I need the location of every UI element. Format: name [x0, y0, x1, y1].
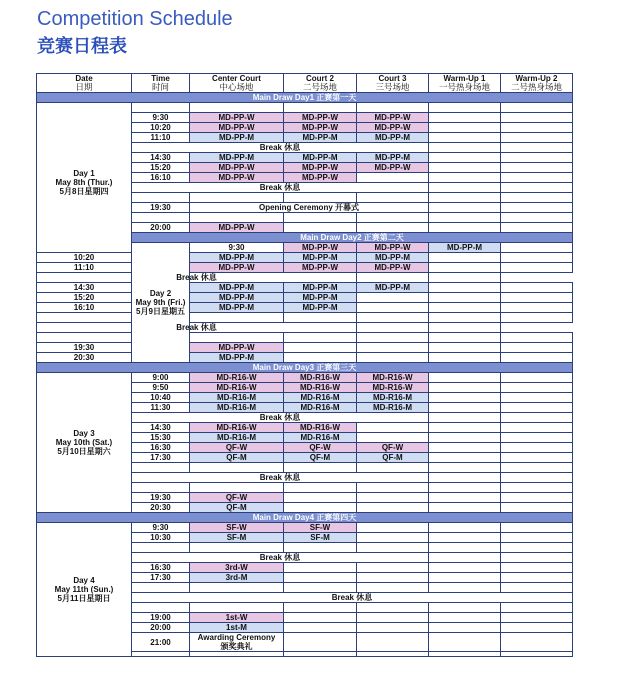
time-cell: 9:30 [190, 243, 284, 253]
time-cell: 19:30 [37, 343, 132, 353]
match-cell: MD-R16-W [190, 383, 284, 393]
header-row [37, 74, 573, 93]
match-cell: MD-R16-W [190, 423, 284, 433]
title-en: Competition Schedule [37, 8, 233, 30]
match-cell: MD-PP-M [190, 283, 284, 293]
match-cell: MD-PP-M [284, 133, 357, 143]
match-cell: QF-W [190, 493, 284, 503]
table-row [37, 353, 573, 363]
day1-band: Main Draw Day1 正赛第一天 [37, 93, 573, 103]
match-cell: MD-PP-W [190, 113, 284, 123]
header-time: Time 时间 [132, 74, 190, 93]
match-cell: MD-PP-W [284, 173, 357, 183]
match-cell: MD-R16-W [284, 383, 357, 393]
match-cell: SF-W [284, 523, 357, 533]
time-cell: 10:20 [37, 253, 132, 263]
time-cell: 14:30 [37, 283, 132, 293]
match-cell: MD-R16-M [284, 393, 357, 403]
header-date: Date 日期 [37, 74, 132, 93]
match-cell: QF-M [284, 453, 357, 463]
day3-date-cell: Day 3 May 10th (Sat.) 5月10日星期六 [37, 373, 132, 513]
match-cell: MD-PP-W [357, 123, 429, 133]
match-cell: SF-M [284, 533, 357, 543]
match-cell: MD-PP-M [284, 253, 357, 263]
match-cell: MD-R16-W [357, 383, 429, 393]
schedule-table [36, 73, 573, 657]
table-row [37, 343, 573, 353]
match-cell: MD-PP-W [357, 163, 429, 173]
match-cell: 1st-M [190, 623, 284, 633]
table-row [37, 103, 573, 113]
day1-date-cell: Day 1 May 8th (Thur.) 5月8日星期四 [37, 113, 132, 253]
time-cell: 16:10 [37, 303, 132, 313]
match-cell: MD-R16-W [284, 373, 357, 383]
time-cell: 14:30 [132, 423, 190, 433]
header-court-3: Court 3 三号场地 [357, 74, 429, 93]
time-cell: 10:30 [132, 533, 190, 543]
match-cell: MD-R16-M [190, 433, 284, 443]
match-cell: MD-PP-M [357, 283, 429, 293]
match-cell: MD-PP-M [190, 293, 284, 303]
title-cn: 竞赛日程表 [37, 36, 127, 56]
time-cell: 20:00 [132, 623, 190, 633]
time-cell: 11:30 [132, 403, 190, 413]
match-cell: MD-PP-M [190, 133, 284, 143]
table-row [37, 113, 573, 123]
break-row: Break 休息 [132, 473, 429, 483]
match-cell: MD-PP-W [284, 163, 357, 173]
match-cell: 3rd-W [190, 563, 284, 573]
match-cell: SF-M [190, 533, 284, 543]
match-cell: MD-PP-W [190, 223, 284, 233]
time-cell: 21:00 [132, 633, 190, 652]
match-cell: MD-PP-M [284, 303, 357, 313]
table-row [37, 373, 573, 383]
time-cell: 9:50 [132, 383, 190, 393]
time-cell: 10:20 [132, 123, 190, 133]
break-row: Break 休息 [132, 143, 429, 153]
time-cell: 17:30 [132, 573, 190, 583]
time-cell: 15:30 [132, 433, 190, 443]
table-row [37, 303, 573, 313]
time-cell: 19:00 [132, 613, 190, 623]
break-row: Break 休息 [132, 183, 429, 193]
header-warm-up-1: Warm-Up 1 一号热身场地 [429, 74, 501, 93]
time-cell: 17:30 [132, 453, 190, 463]
match-cell: MD-PP-W [357, 263, 429, 273]
table-row [37, 523, 573, 533]
time-cell: 19:30 [132, 493, 190, 503]
match-cell: MD-PP-M [284, 153, 357, 163]
day1-spacer [37, 103, 132, 113]
match-cell: MD-PP-W [357, 113, 429, 123]
match-cell: MD-PP-W [190, 343, 284, 353]
match-cell: MD-PP-W [284, 243, 357, 253]
time-cell: 9:00 [132, 373, 190, 383]
match-cell: MD-PP-W [357, 243, 429, 253]
time-cell: 11:10 [132, 133, 190, 143]
match-cell: MD-PP-M [357, 253, 429, 263]
match-cell: MD-R16-M [357, 393, 429, 403]
match-cell: MD-R16-W [190, 373, 284, 383]
day2-band: Main Draw Day2 正赛第二天 [132, 233, 573, 243]
table-row [37, 283, 573, 293]
header-center-court: Center Court 中心场地 [190, 74, 284, 93]
table-row [37, 263, 573, 273]
match-cell: MD-R16-M [190, 403, 284, 413]
break-row: Break 休息 [37, 273, 357, 283]
time-cell: 14:30 [132, 153, 190, 163]
match-cell: MD-R16-M [190, 393, 284, 403]
match-cell: MD-PP-M [190, 253, 284, 263]
time-cell: 20:00 [132, 223, 190, 233]
time-cell: 15:20 [37, 293, 132, 303]
match-cell: MD-PP-W [284, 263, 357, 273]
match-cell: QF-W [357, 443, 429, 453]
match-cell: QF-M [190, 453, 284, 463]
day4-band: Main Draw Day4 正赛第四天 [37, 513, 573, 523]
time-cell: 20:30 [132, 503, 190, 513]
match-cell: MD-PP-M [190, 353, 284, 363]
match-cell: MD-PP-M [357, 133, 429, 143]
match-cell: MD-PP-W [190, 123, 284, 133]
match-cell: MD-PP-M [357, 153, 429, 163]
table-row [37, 293, 573, 303]
match-cell: QF-W [284, 443, 357, 453]
match-cell: MD-PP-M [190, 153, 284, 163]
break-row: Break 休息 [132, 553, 429, 563]
time-cell: 10:40 [132, 393, 190, 403]
break-row: Break 休息 [37, 323, 357, 333]
time-cell: 15:20 [132, 163, 190, 173]
match-cell: QF-M [357, 453, 429, 463]
match-cell: MD-PP-M [429, 243, 501, 253]
match-cell: 3rd-M [190, 573, 284, 583]
time-cell: 19:30 [132, 203, 190, 213]
match-cell: MD-PP-W [190, 263, 284, 273]
time-cell: 11:10 [37, 263, 132, 273]
break-row: Break 休息 [132, 593, 573, 603]
header-court-2: Court 2 二号场地 [284, 74, 357, 93]
match-cell: MD-R16-W [284, 423, 357, 433]
day2-date-cell: Day 2 May 9th (Fri.) 5月9日星期五 [132, 243, 190, 363]
match-cell: MD-R16-M [284, 433, 357, 443]
match-cell: SF-W [190, 523, 284, 533]
time-cell: 16:30 [132, 563, 190, 573]
opening-ceremony: Opening Ceremony 开幕式 [190, 203, 429, 213]
match-cell: MD-R16-M [284, 403, 357, 413]
awarding-ceremony: Awarding Ceremony 颁奖典礼 [190, 633, 284, 652]
time-cell: 16:10 [132, 173, 190, 183]
header-warm-up-2: Warm-Up 2 二号热身场地 [501, 74, 573, 93]
match-cell: MD-PP-W [284, 123, 357, 133]
match-cell: QF-M [190, 503, 284, 513]
time-cell: 20:30 [37, 353, 132, 363]
break-row: Break 休息 [132, 413, 429, 423]
day3-band: Main Draw Day3 正赛第三天 [37, 363, 573, 373]
match-cell: MD-PP-M [284, 293, 357, 303]
time-cell: 9:30 [132, 523, 190, 533]
match-cell: MD-PP-M [284, 283, 357, 293]
table-row [37, 253, 573, 263]
match-cell: 1st-W [190, 613, 284, 623]
match-cell: MD-R16-M [357, 403, 429, 413]
match-cell: MD-PP-M [190, 303, 284, 313]
time-cell: 9:30 [132, 113, 190, 123]
day4-date-cell: Day 4 May 11th (Sun.) 5月11日星期日 [37, 523, 132, 657]
match-cell: MD-PP-W [190, 163, 284, 173]
match-cell: MD-PP-W [190, 173, 284, 183]
match-cell: MD-R16-W [357, 373, 429, 383]
match-cell: QF-W [190, 443, 284, 453]
match-cell: MD-PP-W [284, 113, 357, 123]
time-cell: 16:30 [132, 443, 190, 453]
